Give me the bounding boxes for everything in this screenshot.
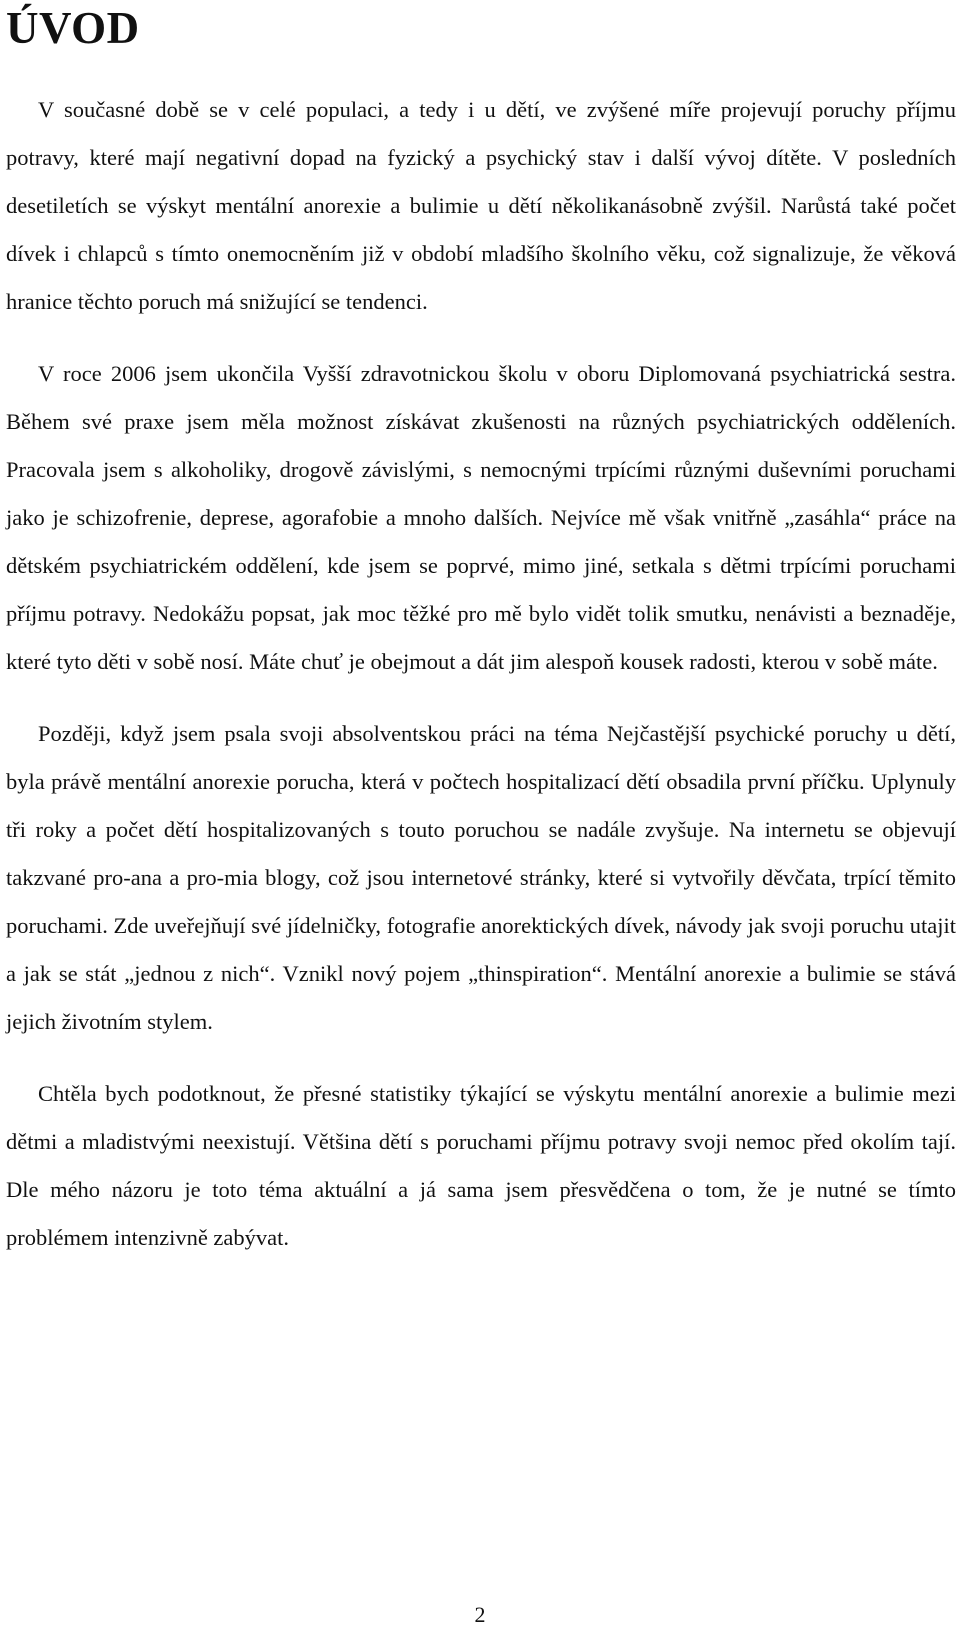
page-number: 2 (474, 1602, 486, 1627)
paragraph-4: Chtěla bych podotknout, že přesné statistiky týkající se výskytu mentální anorexie a bulimie mezi dětmi a mladistvými neexistují. Většina dětí s poruchami příjmu potravy svoji nemoc před okolím tají. Dle mého názoru je toto téma aktuální a já sama jsem přesvědčena o tom, že je nutné se tímto problémem intenzivně zabývat. (6, 1081, 956, 1250)
paragraph-2: V roce 2006 jsem ukončila Vyšší zdravotnickou školu v oboru Diplomovaná psychiatrická sestra. Během své praxe jsem měla možnost získávat zkušenosti na různých psychiatrických odděleních. Pracovala jsem s alkoholiky, drogově závislými, s nemocnými trpícími různými duševními poruchami jako je schizofrenie, deprese, agorafobie a mnoho dalších. Nejvíce mě však vnitřně „zasáhla“ práce na dětském psychiatrickém oddělení, kde jsem se poprvé, mimo jiné, setkala s dětmi trpícími poruchami příjmu potravy. Nedokážu popsat, jak moc těžké pro mě bylo vidět tolik smutku, nenávisti a beznaděje, které tyto děti v sobě nosí. Máte chuť je obejmout a dát jim alespoň kousek radosti, kterou v sobě máte. (6, 361, 956, 674)
document-body (6, 86, 956, 1262)
page-title: ÚVOD (6, 3, 140, 53)
paragraph-1: V současné době se v celé populaci, a tedy i u dětí, ve zvýšené míře projevují poruchy příjmu potravy, které mají negativní dopad na fyzický a psychický stav i další vývoj dítěte. V posledních desetiletích se výskyt mentální anorexie a bulimie u dětí několikanásobně zvýšil. Narůstá také počet dívek i chlapců s tímto onemocněním již v období mladšího školního věku, což signalizuje, že věková hranice těchto poruch má snižující se tendenci. (6, 97, 956, 314)
paragraph-3: Později, když jsem psala svoji absolventskou práci na téma Nejčastější psychické poruchy u dětí, byla právě mentální anorexie porucha, která v počtech hospitalizací dětí obsadila první příčku. Uplynuly tři roky a počet dětí hospitalizovaných s touto poruchou se nadále zvyšuje. Na internetu se objevují takzvané pro-ana a pro-mia blogy, což jsou internetové stránky, které si vytvořily děvčata, trpící těmito poruchami. Zde uveřejňují své jídelničky, fotografie anorektických dívek, návody jak svoji poruchu utajit a jak se stát „jednou z nich“. Vznikl nový pojem „thinspiration“. Mentální anorexie a bulimie se stává jejich životním stylem. (6, 721, 956, 1034)
